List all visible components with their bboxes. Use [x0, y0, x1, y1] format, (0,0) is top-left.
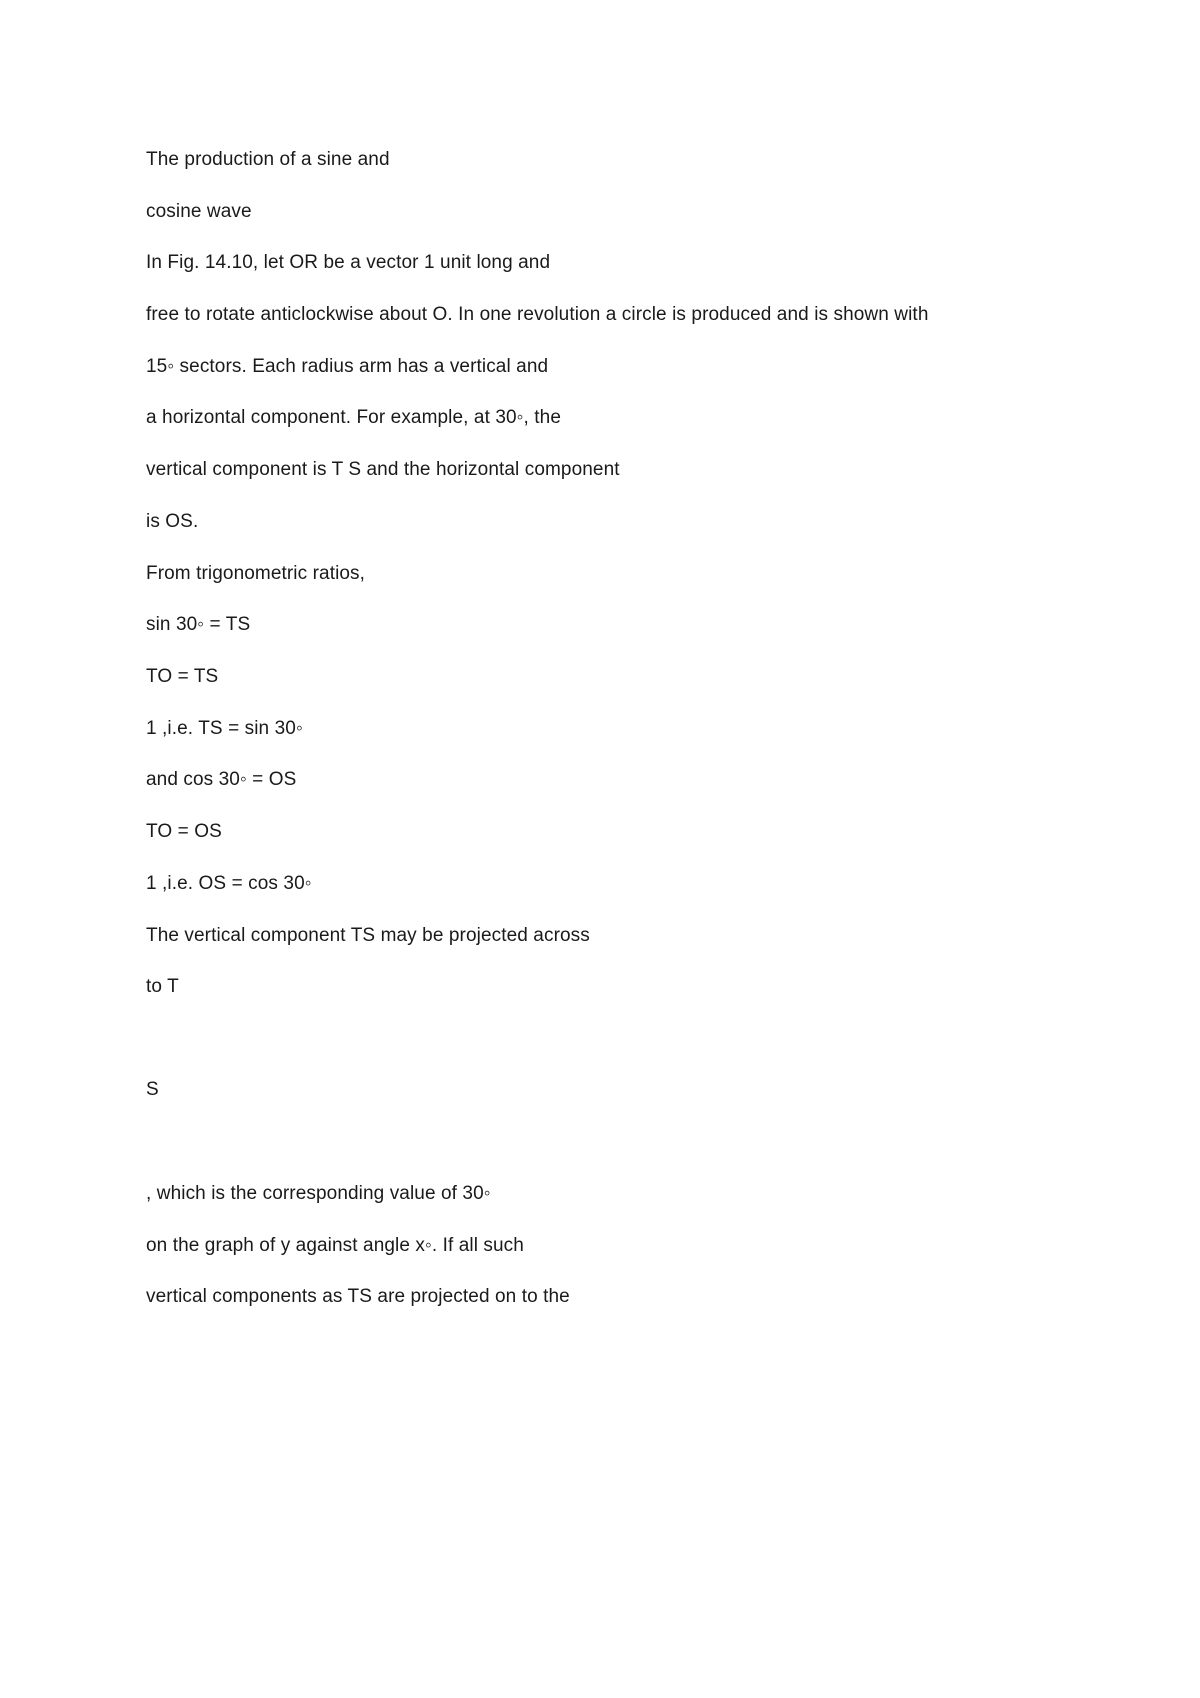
- heading-line-1: The production of a sine and: [146, 149, 390, 170]
- text-line: The vertical component TS may be projected across: [146, 925, 590, 946]
- text-line: free to rotate anticlockwise about O. In one revolution a circle is produced and is shown with: [146, 304, 929, 325]
- equation-line: and cos 30◦ = OS: [146, 769, 297, 790]
- text-line: is OS.: [146, 511, 199, 532]
- text-line: In Fig. 14.10, let OR be a vector 1 unit long and: [146, 252, 551, 273]
- text-line: vertical component is T S and the horizontal component: [146, 459, 620, 480]
- text-line: S: [146, 1079, 159, 1100]
- text-line: vertical components as TS are projected on to the: [146, 1286, 570, 1307]
- text-line: 15◦ sectors. Each radius arm has a vertical and: [146, 356, 549, 377]
- heading-line-2: cosine wave: [146, 201, 252, 222]
- text-line: a horizontal component. For example, at 30◦, the: [146, 407, 561, 428]
- equation-line: sin 30◦ = TS: [146, 614, 251, 635]
- text-line: , which is the corresponding value of 30◦: [146, 1183, 491, 1204]
- equation-line: TO = OS: [146, 821, 222, 842]
- text-line: on the graph of y against angle x◦. If all such: [146, 1235, 524, 1256]
- equation-line: 1 ,i.e. OS = cos 30◦: [146, 873, 312, 894]
- text-line: to T: [146, 976, 179, 997]
- equation-line: TO = TS: [146, 666, 219, 687]
- text-line: From trigonometric ratios,: [146, 563, 366, 584]
- equation-line: 1 ,i.e. TS = sin 30◦: [146, 718, 303, 739]
